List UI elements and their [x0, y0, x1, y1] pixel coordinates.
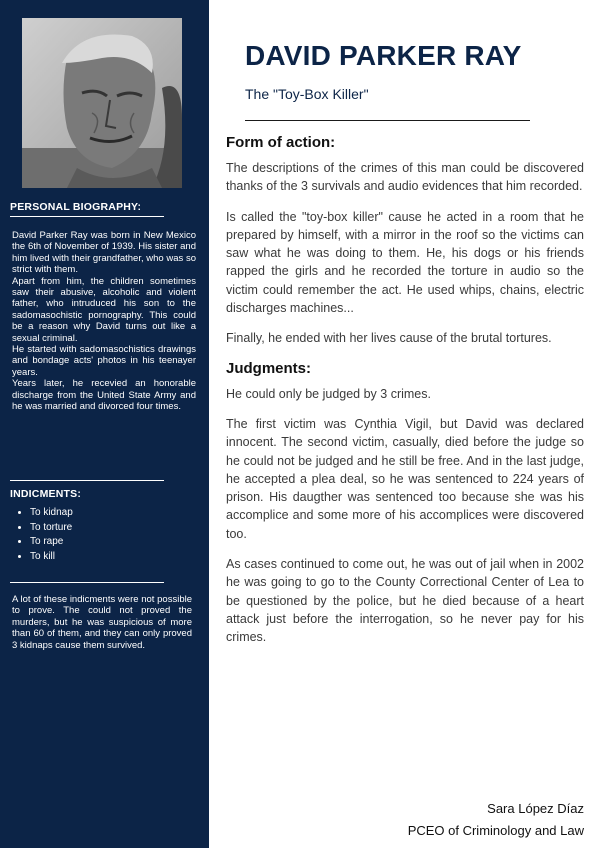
- list-item: • To kill: [30, 550, 73, 565]
- list-item: • To rape: [30, 535, 73, 550]
- paragraph: The first victim was Cynthia Vigil, but David was declared innocent. The second victim, casually, died before the judge so he could not be judged and he still be free. And in the last judge, he accepted a plea deal, so he was sentenced to 224 years of prison. His daugther was sentenced too because she was his accomplice and some more of his accomplices were discovered too.: [226, 416, 584, 541]
- biography-heading: PERSONAL BIOGRAPHY:: [10, 201, 142, 213]
- list-item: • To kidnap: [30, 506, 73, 521]
- biography-paragraph: He started with sadomasochistics drawings and bondage acts' photos in his teenayer years.: [12, 344, 196, 378]
- portrait-photo: [22, 18, 182, 188]
- biography-paragraph: Years later, he recevied an honorable discharge from the United State Army and he was married and divorced four times.: [12, 378, 196, 413]
- author-role: PCEO of Criminology and Law: [407, 823, 584, 838]
- paragraph: Is called the "toy-box killer" cause he acted in a room that he prepared by himself, with a mirror in the roof so the victims can saw what he was doing to them. He, his dogs or his friends rapped the girls and he recorded the torture in audio so the victim could remember the act. He used whips, chains, electric discharges machines...: [226, 209, 584, 316]
- portrait-image: [22, 18, 182, 188]
- divider: [10, 582, 164, 583]
- biography-text: [12, 230, 196, 413]
- page-title: DAVID PARKER RAY: [245, 40, 522, 71]
- main-content: [226, 130, 584, 659]
- judgments-heading: Judgments:: [226, 359, 312, 377]
- paragraph: As cases continued to come out, he was out of jail when in 2002 he was going to go to the County Correctional Center of Lea to be questioned by the police, but he died because of a heart attack just before the interrogation, so he never pay for his crimes.: [226, 557, 584, 645]
- page-subtitle: The "Toy-Box Killer": [245, 86, 369, 102]
- note-text: A lot of these indicments were not possible to prove. The could not proved the murders, but he was suspicious of more than 60 of them, and they can only proved 3 kidnaps cause them survived.: [12, 594, 192, 651]
- title-divider: [245, 120, 530, 121]
- paragraph: He could only be judged by 3 crimes.: [226, 386, 431, 401]
- form-of-action-heading: Form of action:: [226, 134, 336, 151]
- paragraph: The descriptions of the crimes of this man could be discovered thanks of the 3 survivals and audio evidences that him recorded.: [226, 161, 584, 194]
- biography-paragraph: David Parker Ray was born in New Mexico the 6th of November of 1939. His sister and him lived with their grandfather, who was so strict with them.: [12, 230, 196, 276]
- signature: [408, 798, 584, 842]
- sidebar: [0, 0, 209, 848]
- divider: [10, 216, 164, 217]
- list-item: • To torture: [30, 521, 73, 536]
- biography-paragraph: Apart from him, the children sometimes saw their abusive, alcoholic and violent father, who intruduced his son to the sadomasochistic pornography. This could be a reason why David turns out like a sexual criminal.: [12, 275, 196, 344]
- indictments-list: [16, 506, 73, 564]
- paragraph: Finally, he ended with her lives cause of the brutal tortures.: [226, 331, 552, 346]
- indictments-heading: INDICMENTS:: [10, 488, 82, 500]
- indictments-note: [12, 594, 192, 651]
- divider: [10, 480, 164, 481]
- author-name: Sara López Díaz: [487, 801, 584, 816]
